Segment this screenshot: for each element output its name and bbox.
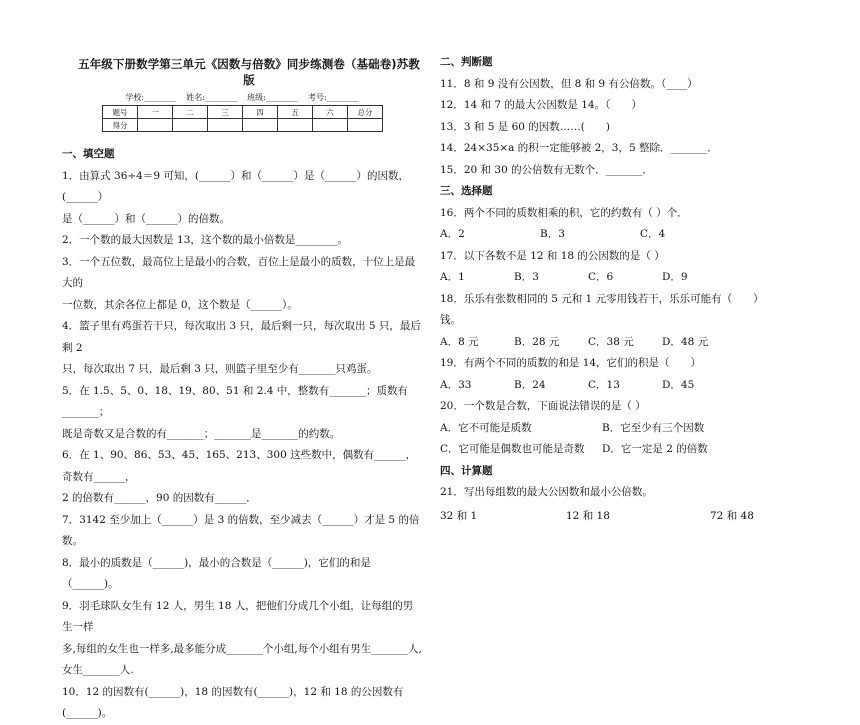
option-d[interactable]: D．9 (662, 271, 688, 283)
score-header-cell: 题号 (103, 106, 138, 119)
question-3: 3．一个五位数，最高位上是最小的合数，百位上是最小的质数，十位上是最大的 (62, 255, 416, 289)
question-11: 11．8 和 9 没有公因数，但 8 和 9 有公倍数。（____） (440, 77, 698, 90)
question-20-options-cd (440, 439, 780, 461)
question-6: 6．在 1、90、86、53、45、165、213、300 这些数中，偶数有______，奇数有______， (62, 449, 417, 483)
question-19-options (440, 375, 780, 397)
question-19: 19．有两个不同的质数的和是 14，它们的积是（ ） (440, 357, 702, 369)
section-heading: 四、计算题 (440, 464, 493, 477)
score-cell[interactable] (208, 119, 243, 132)
question-5: 5．在 1.5、5、0、18、19、80、51 和 2.4 中，整数有_______；质数有_______； (62, 384, 408, 418)
section-heading: 一、填空题 (62, 148, 115, 160)
option-c[interactable]: C．6 (588, 271, 614, 283)
option-a[interactable]: A．33 (440, 378, 472, 391)
score-row-label: 得分 (103, 119, 138, 132)
question-8: 8．最小的质数是（______)，最小的合数是（______)，它们的和是（______)。 (62, 556, 371, 590)
option-c[interactable]: C．4 (640, 228, 666, 240)
question-21-items (440, 506, 780, 528)
info-line (62, 92, 422, 103)
calc-item: 32 和 1 (440, 509, 478, 522)
question-5-cont: 既是奇数又是合数的有_______；_______是_______的约数。 (62, 427, 341, 440)
question-4: 4．篮子里有鸡蛋若干只，每次取出 3 只，最后剩一只，每次取出 5 只，最后剩 2 (62, 320, 421, 354)
option-a[interactable]: A．1 (440, 271, 465, 283)
option-c[interactable]: C．13 (588, 378, 620, 391)
calc-item: 72 和 48 (710, 509, 754, 522)
option-d[interactable]: D．48 元 (662, 335, 709, 348)
score-cell[interactable] (278, 119, 313, 132)
score-cell[interactable] (348, 119, 383, 132)
question-16: 16．两个不同的质数相乘的积，它的约数有（ ）个． (440, 206, 688, 219)
score-header-cell: 总分 (348, 106, 383, 119)
question-9: 9．羽毛球队女生有 12 人，男生 18 人，把他们分成几个小组，让每组的男生一样 (62, 599, 414, 633)
option-d[interactable]: D．45 (662, 378, 695, 391)
option-c[interactable]: C．38 元 (588, 335, 634, 348)
question-4-cont: 只，每次取出 7 只，最后剩 3 只，则篮子里至少有_______只鸡蛋。 (62, 363, 378, 375)
score-header-cell: 三 (208, 106, 243, 119)
option-a[interactable]: A．它不可能是质数 (440, 421, 532, 434)
class-field: 班级:________ (247, 93, 298, 102)
score-header-cell: 五 (278, 106, 313, 119)
option-b[interactable]: B．它至少有三个因数 (602, 421, 705, 434)
option-b[interactable]: B．3 (514, 271, 539, 283)
question-1-cont: 是（______）和（______）的倍数。 (62, 212, 230, 225)
question-15: 15．20 和 30 的公倍数有无数个．_______． (440, 163, 653, 176)
question-3-cont: 一位数，其余各位上都是 0，这个数是（______）。 (62, 298, 298, 311)
right-column (440, 52, 780, 527)
question-7: 7．3142 至少加上（______）是 3 的倍数，至少减去（______）才是 5 的倍数。 (62, 513, 420, 547)
question-1: 1．由算式 36÷4＝9 可知，(______）和（______）是（______）的因数，(______） (62, 169, 409, 203)
question-20-options-ab (440, 418, 780, 440)
section-heading: 二、判断题 (440, 56, 493, 68)
section-heading: 三、选择题 (440, 185, 493, 197)
score-header-cell: 一 (138, 106, 173, 119)
score-cell[interactable] (313, 119, 348, 132)
question-17-options (440, 267, 780, 289)
question-14: 14．24×35×a 的积一定能够被 2，3，5 整除．_______． (440, 142, 718, 154)
option-b[interactable]: B．24 (514, 378, 546, 391)
name-field: 姓名:________ (186, 93, 237, 102)
page-title: 五年级下册数学第三单元《因数与倍数》同步练测卷（基础卷)苏教版 (78, 57, 420, 87)
question-9-cont2: 女生_______人. (62, 664, 134, 676)
option-b[interactable]: B．3 (540, 228, 565, 240)
option-a[interactable]: A．2 (440, 228, 465, 240)
question-17: 17．以下各数不是 12 和 18 的公因数的是（ ） (440, 249, 665, 262)
score-row (103, 119, 383, 132)
question-2: 2．一个数的最大因数是 13，这个数的最小倍数是________。 (62, 234, 348, 246)
question-16-options (440, 224, 780, 246)
score-header-cell: 二 (173, 106, 208, 119)
question-6-cont: 2 的倍数有______，90 的因数有______． (62, 492, 257, 504)
option-a[interactable]: A．8 元 (440, 335, 479, 348)
question-20: 20．一个数是合数，下面说法错误的是（ ） (440, 400, 646, 412)
score-header-row (103, 106, 383, 119)
score-header-cell: 四 (243, 106, 278, 119)
id-field: 考号:________ (307, 93, 359, 102)
option-b[interactable]: B．28 元 (514, 335, 560, 348)
question-21: 21．写出每组数的最大公因数和最小公倍数。 (440, 486, 653, 498)
option-d[interactable]: D．它一定是 2 的倍数 (602, 443, 708, 455)
question-9-cont: 多,每组的女生也一样多,最多能分成_______个小组,每个小组有男生_______人, (62, 642, 422, 655)
question-12: 12．14 和 7 的最大公因数是 14。（ ） (440, 99, 642, 111)
question-18-options (440, 332, 780, 354)
score-cell[interactable] (138, 119, 173, 132)
question-13: 13．3 和 5 是 60 的因数……( ) (440, 120, 610, 133)
score-table (102, 105, 383, 132)
question-18: 18．乐乐有张数相同的 5 元和 1 元零用钱若干，乐乐可能有（ ）钱。 (440, 292, 764, 326)
left-column (62, 52, 422, 725)
score-header-cell: 六 (313, 106, 348, 119)
option-c[interactable]: C．它可能是偶数也可能是奇数 (440, 443, 585, 455)
calc-item: 12 和 18 (566, 509, 610, 522)
score-cell[interactable] (243, 119, 278, 132)
question-10: 10．12 的因数有(______)，18 的因数有(______)，12 和 18 的公因数有(______)。 (62, 685, 404, 719)
school-field: 学校:________ (125, 93, 177, 102)
score-cell[interactable] (173, 119, 208, 132)
